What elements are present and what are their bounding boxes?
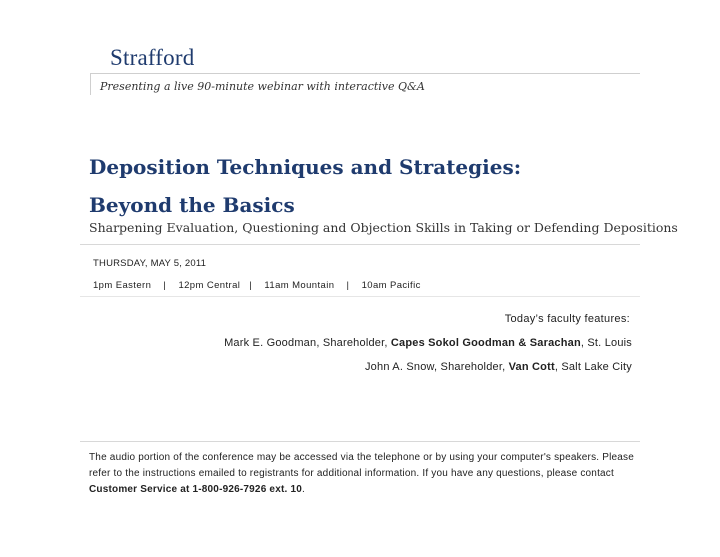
audio-instructions (89, 450, 644, 498)
webinar-times: 1pm Eastern | 12pm Central | 11am Mountain | 10am Pacific (93, 280, 421, 291)
footer-text: The audio portion of the conference may be accessed via the telephone or by using your computer's speakers. Please refer to the instructions emailed to registrants for additional information. If you have any questions, please contact (89, 452, 635, 479)
schedule-divider (80, 296, 640, 297)
faculty-location: , Salt Lake City (554, 361, 632, 373)
faculty-name: Mark E. Goodman, Shareholder, (224, 337, 391, 349)
page-title (89, 148, 521, 224)
webinar-tagline: Presenting a live 90-minute webinar with interactive Q&A (100, 80, 425, 93)
subtitle-divider (80, 244, 640, 245)
title-line-1: Deposition Techniques and Strategies: (89, 155, 522, 179)
footer-divider (80, 441, 640, 442)
title-line-2: Beyond the Basics (89, 193, 295, 217)
customer-service-contact: Customer Service at 1-800-926-7926 ext. 10 (89, 484, 302, 495)
faculty-member (365, 361, 632, 373)
faculty-member (224, 337, 632, 349)
header-divider (90, 73, 640, 74)
webinar-date: THURSDAY, MAY 5, 2011 (93, 258, 207, 269)
header-divider-bracket (90, 73, 99, 95)
faculty-firm: Van Cott (508, 361, 555, 373)
strafford-logo: Strafford (110, 45, 195, 70)
faculty-firm: Capes Sokol Goodman & Sarachan (390, 337, 581, 349)
faculty-location: , St. Louis (580, 337, 632, 349)
faculty-heading: Today’s faculty features: (504, 313, 630, 325)
page-subtitle: Sharpening Evaluation, Questioning and Objection Skills in Taking or Defending Depositions (89, 220, 678, 235)
faculty-name: John A. Snow, Shareholder, (364, 361, 509, 373)
footer-end: . (301, 484, 305, 495)
